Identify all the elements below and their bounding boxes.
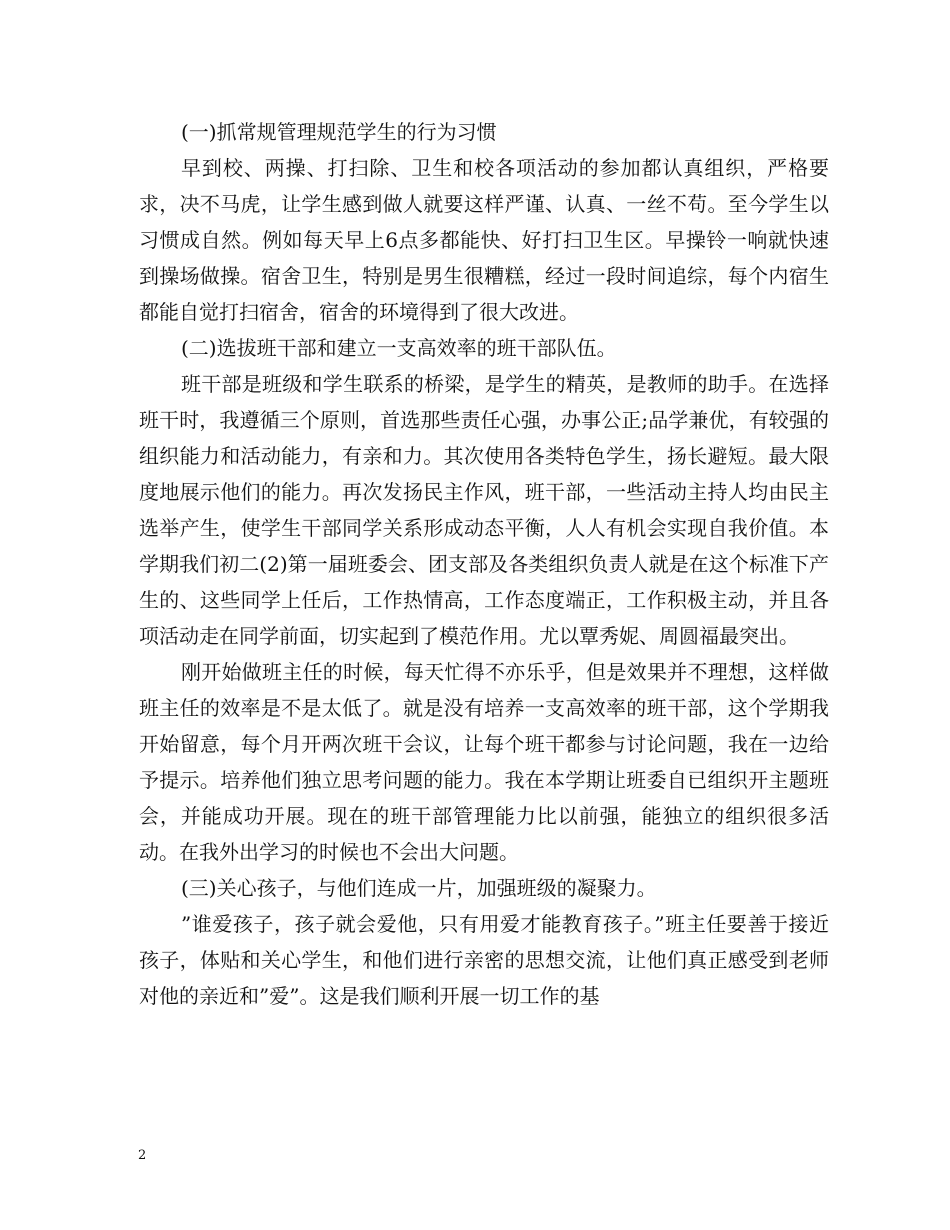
section-heading-3: (三)关心孩子，与他们连成一片，加强班级的凝聚力。 bbox=[181, 876, 657, 900]
paragraph-routine-management: 早到校、两操、打扫除、卫生和校各项活动的参加都认真组织，严格要求，决不马虎，让学生感到做人就要这样严谨、认真、一丝不苟。至今学生以习惯成自然。例如每天早上6点多都能快、好打扫卫生区。早操铃一响就快速到操场做操。宿舍卫生，特别是男生很糟糕，经过一段时间追综，每个内宿生都能自觉打扫宿舍，宿舍的环境得到了很大改进。 bbox=[139, 156, 829, 324]
paragraph-efficiency: 刚开始做班主任的时候，每天忙得不亦乐乎，但是效果并不理想，这样做班主任的效率是不是太低了。就是没有培养一支高效率的班干部，这个学期我开始留意，每个月开两次班干会议，让每个班干都参与讨论问题，我在一边给予提示。培养他们独立思考问题的能力。我在本学期让班委自已组织开主题班会，并能成功开展。现在的班干部管理能力比以前强，能独立的组织很多活动。在我外出学习的时候也不会出大问题。 bbox=[139, 660, 829, 864]
paragraph-care-for-children: ”谁爱孩子，孩子就会爱他，只有用爱才能教育孩子。”班主任要善于接近孩子，体贴和关心学生，和他们进行亲密的思想交流，让他们真正感受到老师对他的亲近和”爱”。这是我们顺利开展一切工作的基 bbox=[139, 912, 829, 1008]
page-number: 2 bbox=[138, 1148, 147, 1163]
section-heading-1: (一)抓常规管理规范学生的行为习惯 bbox=[181, 120, 497, 144]
paragraph-class-cadres: 班干部是班级和学生联系的桥梁，是学生的精英，是教师的助手。在选择班干时，我遵循三个原则，首选那些责任心强，办事公正;品学兼优，有较强的组织能力和活动能力，有亲和力。其次使用各类特色学生，扬长避短。最大限度地展示他们的能力。再次发扬民主作风，班干部，一些活动主持人均由民主选举产生，使学生干部同学关系形成动态平衡，人人有机会实现自我价值。本学期我们初二(2)第一届班委会、团支部及各类组织负责人就是在这个标准下产生的、这些同学上任后，工作热情高，工作态度端正，工作积极主动，并且各项活动走在同学前面，切实起到了模范作用。尤以覃秀妮、周圆福最突出。 bbox=[139, 372, 829, 648]
body-text bbox=[139, 114, 829, 1014]
section-heading-2: (二)选拔班干部和建立一支高效率的班干部队伍。 bbox=[181, 336, 617, 360]
